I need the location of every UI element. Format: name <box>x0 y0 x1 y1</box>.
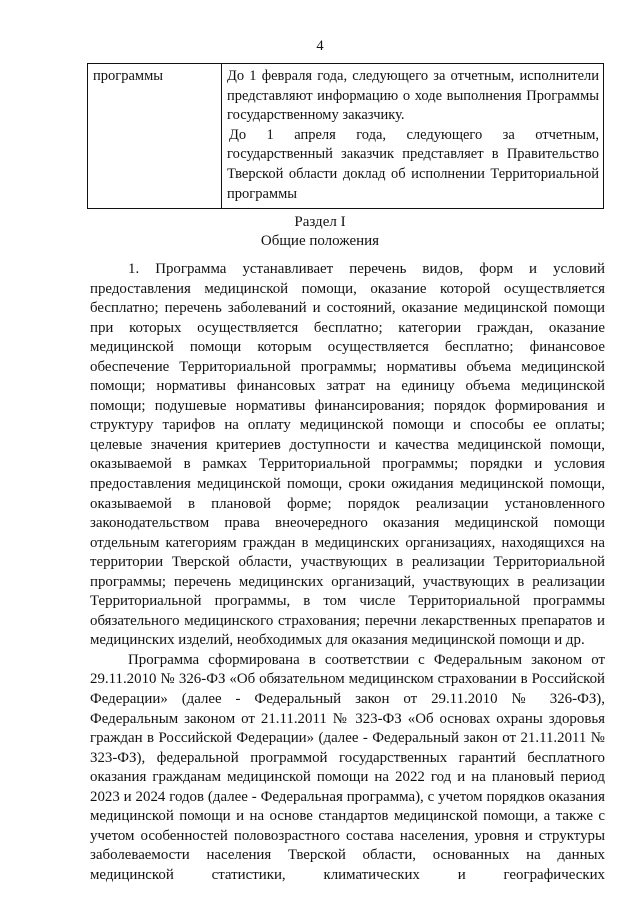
continuation-table <box>87 63 604 209</box>
table-label-cell: программы <box>88 64 222 209</box>
section-heading <box>0 213 640 251</box>
table-row <box>88 64 604 209</box>
table-content-cell <box>222 64 604 209</box>
body-paragraph: 1. Программа устанавливает перечень видов, форм и условий предоставления медицинской помощи, оказание которой осуществляется бесплатно; перечень заболеваний и состояний, оказание медицинской помощи при которых осуществляется бесплатно; категории граждан, оказание медицинской помощи которым осуществляется бесплатно; финансовое обеспечение Территориальной программы; нормативы объема медицинской помощи; нормативы финансовых затрат на единицу объема медицинской помощи; подушевые нормативы финансирования; порядок формирования и структуру тарифов на оплату медицинской помощи и способы ее оплаты; целевые значения критериев доступности и качества медицинской помощи, оказываемой в рамках Территориальной программы; порядки и условия предоставления медицинской помощи, сроки ожидания медицинской помощи, оказываемой в плановой форме; порядок реализации установленного законодательством права внеочередного оказания медицинской помощи отдельным категориям граждан в медицинских организациях, находящихся на территории Тверской области, участвующих в реализации Территориальной программы; перечень медицинских организаций, участвующих в реализации Территориальной программы, в том числе Территориальной программы обязательного медицинского страхования; перечни лекарственных препаратов и медицинских изделий, необходимых для оказания медицинской помощи и др. <box>90 261 605 649</box>
page-number: 4 <box>316 38 324 54</box>
body-text <box>90 260 605 886</box>
body-paragraph: Программа сформирована в соответствии с Федеральным законом от 29.11.2010 № 326-ФЗ «Об обязательном медицинском страховании в Российской Федерации» (далее - Федеральный закон от 29.11.2010 № 326-ФЗ), Федеральным законом от 21.11.2011 № 323-ФЗ «Об основах охраны здоровья граждан в Российской Федерации» (далее - Федеральный закон от 21.11.2011 № 323-ФЗ), федеральной программой государственных гарантий бесплатного оказания гражданам медицинской помощи на 2022 год и на плановый период 2023 и 2024 годов (далее - Федеральная программа), с учетом порядков оказания медицинской помощи и на основе стандартов медицинской помощи, а также с учетом особенностей половозрастного состава населения, уровня и структуры заболеваемости населения Тверской области, основанных на данных медицинской статистики, климатических и географических <box>90 651 605 883</box>
section-subtitle: Общие положения <box>260 233 380 249</box>
table-paragraph: До 1 февраля года, следующего за отчетным, исполнители представляют информацию о ходе выполнения Программы государственному заказчику. <box>227 68 599 124</box>
table-paragraph: До 1 апреля года, следующего за отчетным, государственный заказчик представляет в Правительство Тверской области доклад об исполнении Территориальной программы <box>227 126 599 202</box>
section-title: Раздел I <box>294 214 346 230</box>
